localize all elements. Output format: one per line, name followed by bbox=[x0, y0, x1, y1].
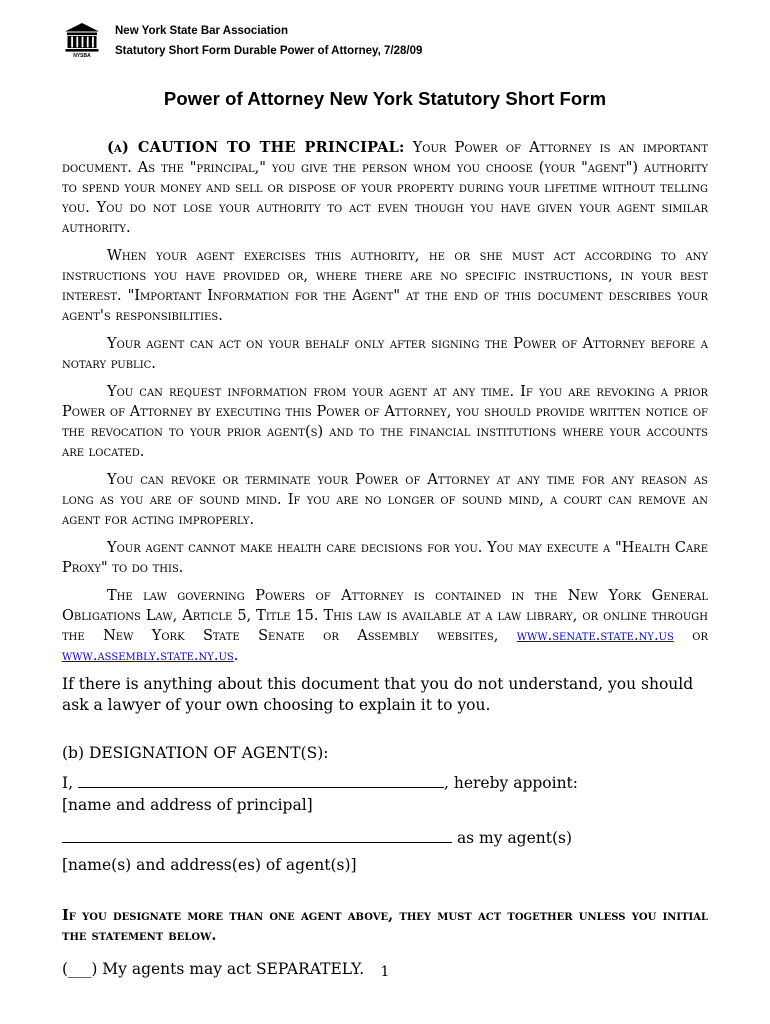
document-header bbox=[62, 22, 708, 58]
notary-paragraph: Your agent can act on your behalf only after signing the Power of Attorney before a notary public. bbox=[62, 336, 708, 372]
law-text-before: The law governing Powers of Attorney is contained in the New York General Obligations Law, Article 5, Title 15. This law is available at a law library, or online through the New York State Senate or Assembly websites, bbox=[62, 588, 708, 644]
separately-text: ) My agents may act SEPARATELY. bbox=[91, 960, 365, 978]
principal-appoint-line bbox=[62, 773, 708, 794]
nysba-logo-icon bbox=[62, 22, 102, 58]
designation-section bbox=[62, 743, 708, 980]
legal-text-block bbox=[62, 138, 708, 716]
organization-name: New York State Bar Association bbox=[115, 25, 288, 37]
caution-text: Your Power of Attorney is an important document. As the "principal," you give the person whom you choose (your "agent") authority to spend your money and sell or dispose of your property during your lifetime without telling you. You do not lose your authority to act even though you have given your agent similar authority. bbox=[62, 140, 709, 236]
revoke-paragraph: You can revoke or terminate your Power of Attorney at any time for any reason as long as you are of sound mind. If you are no longer of sound mind, a court can remove an agent for acting improperly. bbox=[62, 472, 708, 528]
agent-name-line bbox=[62, 828, 708, 849]
nysba-logo-caption: NYSBA bbox=[73, 53, 91, 58]
separately-open-paren: ( bbox=[62, 960, 69, 978]
appoint-suffix: , hereby appoint: bbox=[444, 774, 579, 792]
agent-note: [name(s) and address(es) of agent(s)] bbox=[62, 856, 357, 874]
designation-heading: (b) DESIGNATION OF AGENT(S): bbox=[62, 744, 329, 762]
agent-exercise-paragraph: When your agent exercises this authority, he or she must act according to any instructions you have provided or, where there are no specific instructions, in your best interest. "Important Information for the Agent" at the end of this document describes your agent's responsibilities. bbox=[62, 248, 708, 324]
ask-lawyer-paragraph: If there is anything about this document that you do not understand, you should ask a lawyer of your own choosing to explain it to you. bbox=[62, 675, 694, 714]
principal-name-field[interactable] bbox=[78, 774, 444, 788]
health-care-paragraph: Your agent cannot make health care decisions for you. You may execute a "Health Care Proxy" to do this. bbox=[62, 540, 708, 576]
page-number: 1 bbox=[380, 964, 390, 980]
page-title: Power of Attorney New York Statutory Short Form bbox=[163, 88, 607, 109]
law-text-between: or bbox=[673, 628, 708, 644]
form-title-line: Statutory Short Form Durable Power of Attorney, 7/28/09 bbox=[115, 45, 423, 57]
agent-name-field[interactable] bbox=[62, 829, 452, 843]
header-text-block bbox=[115, 22, 422, 57]
governing-law-paragraph bbox=[62, 586, 708, 666]
separately-initials-field[interactable]: ___ bbox=[68, 960, 92, 978]
senate-website-link[interactable]: www.senate.state.ny.us bbox=[516, 628, 674, 644]
law-text-after: . bbox=[233, 648, 239, 664]
together-notice: If you designate more than one agent above, they must act together unless you initial the statement below. bbox=[62, 907, 708, 944]
appoint-prefix: I, bbox=[62, 774, 74, 792]
caution-paragraph bbox=[62, 138, 708, 238]
assembly-website-link[interactable]: www.assembly.state.ny.us bbox=[62, 648, 234, 664]
principal-note: [name and address of principal] bbox=[62, 796, 313, 814]
caution-lead: (a) CAUTION TO THE PRINCIPAL: bbox=[107, 139, 405, 156]
request-info-paragraph: You can request information from your agent at any time. If you are revoking a prior Power of Attorney by executing this Power of Attorney, you should provide written notice of the revocation to your prior agent(s) and to the financial institutions where your accounts are located. bbox=[62, 384, 708, 460]
agent-suffix: as my agent(s) bbox=[456, 829, 573, 847]
